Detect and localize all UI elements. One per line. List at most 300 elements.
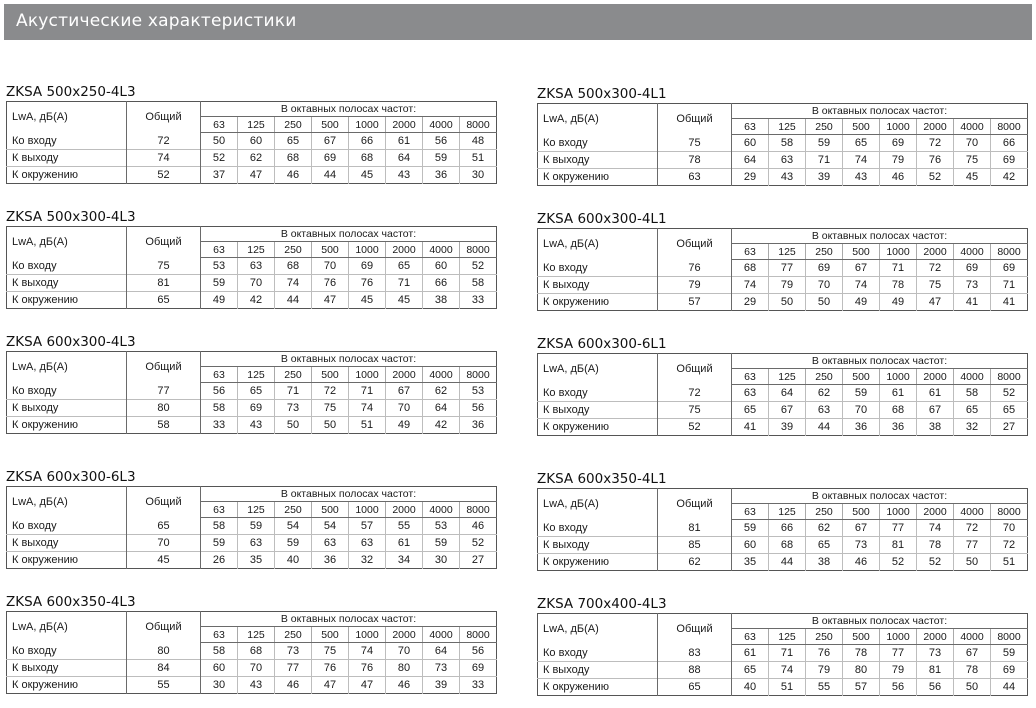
band-value: 46 [843, 554, 880, 571]
table-row [7, 275, 497, 292]
band-value: 45 [349, 167, 386, 184]
total-header: Общий [127, 487, 201, 518]
band-value: 58 [201, 400, 238, 417]
band-value: 41 [991, 294, 1028, 311]
model-title: ZKSA 600х350-4L3 [6, 594, 136, 610]
frequency-header: 2000 [386, 117, 423, 133]
band-value: 70 [806, 277, 843, 294]
band-value: 38 [917, 419, 954, 436]
band-value: 68 [743, 262, 757, 274]
frequency-header: 2000 [386, 627, 423, 643]
band-value: 59 [201, 535, 238, 552]
band-value: 68 [275, 150, 312, 167]
acoustic-table-block [537, 86, 1028, 186]
band-value: 44 [991, 679, 1028, 696]
row-header-label: LwA, дБ(А) [7, 227, 127, 258]
band-value: 71 [991, 277, 1028, 294]
band-value: 52 [917, 554, 954, 571]
band-value: 47 [312, 677, 349, 694]
band-value: 58 [212, 645, 226, 657]
band-value: 70 [386, 400, 423, 417]
total-value: 80 [127, 400, 201, 417]
acoustic-table-block [537, 211, 1028, 311]
frequency-header: 500 [312, 502, 349, 518]
total-value: 76 [658, 260, 732, 277]
band-value: 59 [991, 645, 1028, 662]
header-band [4, 4, 1032, 40]
total-value: 57 [658, 294, 732, 311]
frequency-header: 250 [275, 627, 312, 643]
total-value: 83 [658, 645, 732, 662]
band-value: 74 [732, 277, 769, 294]
frequency-header: 500 [312, 627, 349, 643]
band-value: 37 [201, 167, 238, 184]
frequency-header: 2000 [917, 369, 954, 385]
band-value: 63 [743, 387, 757, 399]
band-value: 51 [460, 150, 497, 167]
band-value: 63 [769, 152, 806, 169]
total-value: 63 [658, 169, 732, 186]
band-value: 53 [423, 518, 460, 535]
band-value: 72 [917, 260, 954, 277]
frequency-header: 1000 [349, 242, 386, 258]
frequency-header: 4000 [423, 242, 460, 258]
frequency-header: 8000 [991, 244, 1028, 260]
band-value: 76 [312, 275, 349, 292]
band-value: 73 [275, 643, 312, 660]
row-label: К окружению [538, 554, 658, 571]
acoustic-table [537, 353, 1028, 436]
band-value: 78 [843, 645, 880, 662]
acoustic-table-block [537, 596, 1028, 696]
total-header: Общий [127, 352, 201, 383]
frequency-header: 4000 [423, 367, 460, 383]
band-value: 70 [991, 520, 1028, 537]
band-value: 63 [312, 535, 349, 552]
band-value: 69 [349, 258, 386, 275]
band-value: 67 [843, 260, 880, 277]
table-row [538, 169, 1028, 186]
band-value: 64 [386, 150, 423, 167]
total-value: 65 [127, 292, 201, 309]
row-label: Ко входу [7, 643, 127, 660]
table-row [538, 537, 1028, 554]
row-label: К окружению [538, 294, 658, 311]
table-row [7, 660, 497, 677]
band-value: 45 [349, 292, 386, 309]
band-value: 34 [386, 552, 423, 569]
band-value: 33 [460, 677, 497, 694]
row-label: К выходу [7, 400, 127, 417]
table-row [538, 294, 1028, 311]
frequency-header: 8000 [460, 117, 497, 133]
frequency-header: 8000 [991, 629, 1028, 645]
band-value: 69 [954, 260, 991, 277]
band-value: 41 [954, 294, 991, 311]
band-value: 60 [423, 258, 460, 275]
band-value: 41 [732, 419, 769, 436]
band-value: 43 [386, 167, 423, 184]
band-value: 73 [954, 277, 991, 294]
band-value: 64 [769, 385, 806, 402]
band-value: 56 [423, 133, 460, 150]
frequency-header: 2000 [917, 629, 954, 645]
table-row [7, 643, 497, 660]
band-value: 42 [423, 417, 460, 434]
band-value: 33 [460, 292, 497, 309]
band-value: 70 [386, 643, 423, 660]
band-value: 46 [880, 169, 917, 186]
band-value: 68 [769, 537, 806, 554]
table-row [7, 677, 497, 694]
band-value: 32 [954, 419, 991, 436]
band-value: 49 [201, 292, 238, 309]
model-title: ZKSA 500х300-4L3 [6, 209, 136, 225]
frequency-header: 4000 [954, 504, 991, 520]
band-value: 27 [460, 552, 497, 569]
band-value: 63 [349, 535, 386, 552]
frequency-header: 63 [201, 117, 238, 133]
band-value: 56 [460, 400, 497, 417]
band-value: 52 [880, 554, 917, 571]
row-label: К выходу [7, 535, 127, 552]
band-value: 60 [732, 537, 769, 554]
frequency-header: 4000 [423, 117, 460, 133]
row-header-label: LwA, дБ(А) [7, 487, 127, 518]
frequency-header: 250 [806, 119, 843, 135]
band-value: 71 [769, 645, 806, 662]
band-value: 61 [917, 385, 954, 402]
row-label: К выходу [7, 275, 127, 292]
band-value: 46 [386, 677, 423, 694]
band-value: 70 [954, 135, 991, 152]
model-title: ZKSA 600х350-4L1 [537, 471, 667, 487]
table-row [538, 645, 1028, 662]
frequency-header: 125 [238, 242, 275, 258]
frequency-header: 1000 [349, 627, 386, 643]
frequency-header: 4000 [423, 627, 460, 643]
total-value: 88 [658, 662, 732, 679]
band-value: 76 [349, 275, 386, 292]
band-value: 79 [806, 662, 843, 679]
total-value: 79 [658, 277, 732, 294]
band-value: 69 [991, 662, 1028, 679]
band-value: 56 [917, 679, 954, 696]
frequency-header: 4000 [954, 119, 991, 135]
acoustic-table [6, 226, 497, 309]
frequency-header: 8000 [991, 119, 1028, 135]
row-label: К выходу [538, 277, 658, 294]
band-value: 71 [275, 383, 312, 400]
band-value: 30 [460, 167, 497, 184]
total-value: 55 [127, 677, 201, 694]
frequency-header: 250 [806, 504, 843, 520]
band-value: 67 [843, 520, 880, 537]
band-value: 74 [843, 277, 880, 294]
band-value: 66 [349, 133, 386, 150]
band-value: 65 [732, 402, 769, 419]
frequency-header: 2000 [917, 244, 954, 260]
band-value: 45 [386, 292, 423, 309]
table-row [7, 552, 497, 569]
row-label: К окружению [7, 167, 127, 184]
total-header: Общий [658, 489, 732, 520]
total-value: 77 [127, 383, 201, 400]
band-value: 64 [732, 152, 769, 169]
band-value: 65 [954, 402, 991, 419]
band-value: 52 [201, 150, 238, 167]
total-value: 78 [658, 152, 732, 169]
band-value: 42 [238, 292, 275, 309]
table-row [538, 135, 1028, 152]
frequency-header: 125 [238, 502, 275, 518]
frequency-header: 250 [275, 502, 312, 518]
band-value: 61 [880, 385, 917, 402]
table-row [7, 400, 497, 417]
total-value: 70 [127, 535, 201, 552]
acoustic-table-block [6, 594, 497, 694]
model-title: ZKSA 700х400-4L3 [537, 596, 667, 612]
table-row [7, 150, 497, 167]
table-row [538, 402, 1028, 419]
band-value: 62 [806, 385, 843, 402]
band-value: 75 [917, 277, 954, 294]
table-row [7, 167, 497, 184]
frequency-header: 1000 [880, 504, 917, 520]
octave-bands-header: В октавных полосах частот: [732, 614, 1028, 629]
band-value: 77 [880, 520, 917, 537]
frequency-header: 500 [843, 244, 880, 260]
band-value: 29 [732, 294, 769, 311]
total-value: 75 [127, 258, 201, 275]
band-value: 70 [843, 402, 880, 419]
band-value: 50 [275, 417, 312, 434]
band-value: 69 [312, 150, 349, 167]
table-row [538, 277, 1028, 294]
row-label: Ко входу [538, 260, 658, 277]
band-value: 58 [212, 520, 226, 532]
frequency-header: 63 [732, 119, 769, 135]
band-value: 45 [954, 169, 991, 186]
acoustic-table-block [537, 471, 1028, 571]
table-row [538, 385, 1028, 402]
total-header: Общий [127, 102, 201, 133]
band-value: 55 [386, 518, 423, 535]
band-value: 69 [238, 400, 275, 417]
band-value: 69 [991, 260, 1028, 277]
frequency-header: 1000 [880, 629, 917, 645]
band-value: 75 [312, 400, 349, 417]
row-label: Ко входу [538, 385, 658, 402]
acoustic-table-block [6, 469, 497, 569]
total-header: Общий [658, 614, 732, 645]
row-label: Ко входу [7, 133, 127, 150]
band-value: 69 [460, 660, 497, 677]
row-label: К выходу [538, 662, 658, 679]
band-value: 67 [769, 402, 806, 419]
row-label: Ко входу [7, 383, 127, 400]
frequency-header: 4000 [954, 244, 991, 260]
band-value: 65 [275, 133, 312, 150]
model-title: ZKSA 600х300-4L3 [6, 334, 136, 350]
band-value: 47 [917, 294, 954, 311]
band-value: 46 [460, 518, 497, 535]
frequency-header: 500 [312, 367, 349, 383]
band-value: 72 [954, 520, 991, 537]
band-value: 73 [843, 537, 880, 554]
band-value: 52 [991, 385, 1028, 402]
band-value: 76 [917, 152, 954, 169]
band-value: 52 [460, 535, 497, 552]
band-value: 49 [386, 417, 423, 434]
band-value: 27 [991, 419, 1028, 436]
total-header: Общий [658, 229, 732, 260]
band-value: 56 [460, 643, 497, 660]
octave-bands-header: В октавных полосах частот: [732, 104, 1028, 119]
band-value: 76 [349, 660, 386, 677]
band-value: 79 [880, 152, 917, 169]
band-value: 80 [386, 660, 423, 677]
band-value: 64 [423, 643, 460, 660]
frequency-header: 63 [201, 627, 238, 643]
band-value: 43 [843, 169, 880, 186]
band-value: 73 [917, 645, 954, 662]
band-value: 50 [954, 679, 991, 696]
frequency-header: 500 [312, 117, 349, 133]
frequency-header: 500 [843, 369, 880, 385]
band-value: 65 [732, 662, 769, 679]
frequency-header: 4000 [423, 502, 460, 518]
table-row [7, 133, 497, 150]
table-row [538, 554, 1028, 571]
band-value: 77 [275, 660, 312, 677]
frequency-header: 1000 [880, 119, 917, 135]
total-header: Общий [127, 612, 201, 643]
band-value: 36 [423, 167, 460, 184]
frequency-header: 1000 [880, 369, 917, 385]
band-value: 71 [880, 260, 917, 277]
table-row [538, 260, 1028, 277]
band-value: 53 [460, 383, 497, 400]
band-value: 47 [312, 292, 349, 309]
band-value: 68 [880, 402, 917, 419]
band-value: 43 [769, 169, 806, 186]
frequency-header: 250 [806, 244, 843, 260]
band-value: 60 [238, 133, 275, 150]
band-value: 39 [423, 677, 460, 694]
frequency-header: 1000 [349, 117, 386, 133]
band-value: 74 [349, 643, 386, 660]
octave-bands-header: В октавных полосах частот: [201, 352, 497, 367]
band-value: 44 [312, 167, 349, 184]
band-value: 65 [806, 537, 843, 554]
frequency-header: 2000 [386, 242, 423, 258]
band-value: 56 [212, 385, 226, 397]
frequency-header: 2000 [917, 504, 954, 520]
band-value: 50 [212, 135, 226, 147]
row-header-label: LwA, дБ(А) [7, 352, 127, 383]
row-label: К выходу [7, 150, 127, 167]
band-value: 59 [843, 385, 880, 402]
total-value: 45 [127, 552, 201, 569]
frequency-header: 2000 [386, 502, 423, 518]
row-label: К выходу [7, 660, 127, 677]
band-value: 62 [423, 383, 460, 400]
frequency-header: 500 [312, 242, 349, 258]
band-value: 72 [312, 383, 349, 400]
table-row [538, 152, 1028, 169]
band-value: 36 [843, 419, 880, 436]
frequency-header: 1000 [349, 502, 386, 518]
frequency-header: 63 [732, 504, 769, 520]
table-row [538, 520, 1028, 537]
band-value: 38 [423, 292, 460, 309]
band-value: 67 [954, 645, 991, 662]
band-value: 58 [954, 385, 991, 402]
band-value: 74 [917, 520, 954, 537]
band-value: 42 [991, 169, 1028, 186]
band-value: 63 [806, 402, 843, 419]
acoustic-table [537, 228, 1028, 311]
band-value: 59 [201, 275, 238, 292]
band-value: 43 [238, 677, 275, 694]
model-title: ZKSA 600х300-4L1 [537, 211, 667, 227]
octave-bands-header: В октавных полосах частот: [201, 612, 497, 627]
row-label: К окружению [7, 417, 127, 434]
band-value: 81 [880, 537, 917, 554]
band-value: 44 [806, 419, 843, 436]
band-value: 66 [769, 520, 806, 537]
acoustic-table-block [6, 209, 497, 309]
band-value: 80 [843, 662, 880, 679]
row-label: Ко входу [7, 258, 127, 275]
octave-bands-header: В октавных полосах частот: [201, 487, 497, 502]
row-header-label: LwA, дБ(А) [538, 489, 658, 520]
table-row [538, 419, 1028, 436]
frequency-header: 2000 [917, 119, 954, 135]
table-row [7, 518, 497, 535]
frequency-header: 250 [806, 369, 843, 385]
frequency-header: 2000 [386, 367, 423, 383]
band-value: 67 [386, 383, 423, 400]
frequency-header: 125 [769, 369, 806, 385]
row-header-label: LwA, дБ(А) [538, 614, 658, 645]
acoustic-table [6, 351, 497, 434]
band-value: 52 [460, 258, 497, 275]
frequency-header: 63 [732, 629, 769, 645]
band-value: 73 [275, 400, 312, 417]
band-value: 67 [917, 402, 954, 419]
acoustic-table [537, 613, 1028, 696]
band-value: 51 [991, 554, 1028, 571]
row-label: К окружению [538, 419, 658, 436]
band-value: 52 [917, 169, 954, 186]
band-value: 60 [201, 660, 238, 677]
band-value: 68 [275, 258, 312, 275]
total-value: 72 [658, 385, 732, 402]
band-value: 77 [880, 645, 917, 662]
band-value: 36 [312, 552, 349, 569]
acoustic-table [537, 488, 1028, 571]
frequency-header: 250 [275, 367, 312, 383]
band-value: 46 [275, 167, 312, 184]
frequency-header: 8000 [460, 242, 497, 258]
band-value: 36 [460, 417, 497, 434]
band-value: 74 [349, 400, 386, 417]
model-title: ZKSA 500х300-4L1 [537, 86, 667, 102]
band-value: 65 [386, 258, 423, 275]
band-value: 54 [275, 518, 312, 535]
